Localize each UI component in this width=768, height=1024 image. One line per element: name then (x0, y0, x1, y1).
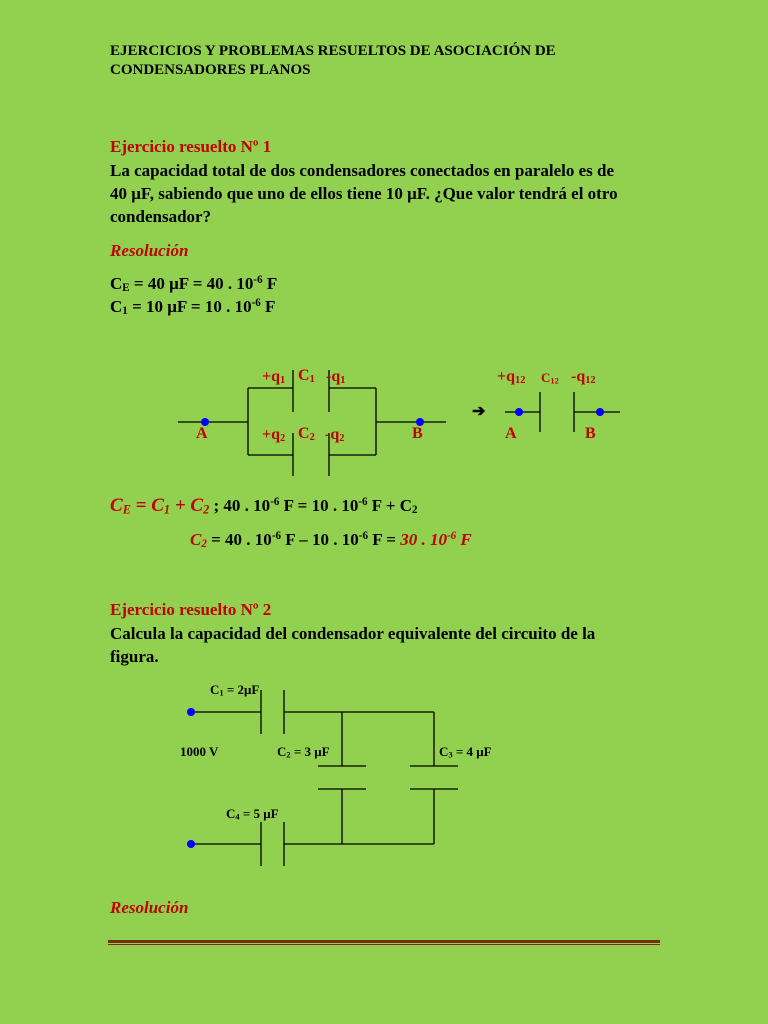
label-node-a-equivalent: A (505, 425, 517, 442)
header-line-2: CONDENSADORES PLANOS (110, 62, 311, 78)
result-c2: $C_2 = 40$ . $10^{-6}$ F – 10 . $10^{-6}$ F = 30 . $10^{-6}$ F (190, 529, 472, 551)
exercise-1-line-3: condensador? (110, 207, 212, 226)
exercise-2-line-1: Calcula la capacidad del condensador equivalente del circuito de la (110, 624, 596, 643)
top-terminal-dot (187, 708, 195, 716)
bottom-terminal-dot (187, 840, 195, 848)
label-node-b-equivalent: B (585, 425, 596, 442)
given-ce: $C_E = 40$ μF = 40 . $10^{-6}$ F (110, 273, 278, 295)
given-c1: $C_1 = 10$ μF = 10 . $10^{-6}$ F (110, 296, 276, 318)
label-c2: $C_2$ (298, 425, 315, 444)
header-line-1: EJERCICIOS Y PROBLEMAS RESUELTOS DE ASOCIACIÓN DE (110, 43, 556, 59)
label-plus-q1: $+q_1$ (262, 368, 286, 387)
resolution-label-1: Resolución (110, 241, 189, 260)
capacitor-c3-4uf-symbol (410, 766, 458, 789)
resolution-label-2: Resolución (110, 898, 189, 917)
label-c3-4uf: $C_3 = 4$ μF (439, 744, 492, 760)
capacitor-c2-3uf-symbol (318, 766, 366, 789)
result-value: 30 . $10^{-6}$ F (400, 529, 472, 549)
exercise-2-title: Ejercicio resuelto Nº 2 (110, 600, 272, 619)
mixed-circuit-wires (191, 712, 434, 844)
label-plus-q12: $+q_{12}$ (497, 368, 526, 387)
label-node-b: B (412, 425, 423, 442)
label-plus-q2: $+q_2$ (262, 426, 286, 445)
footer-rule-thin (108, 944, 660, 945)
label-minus-q12: $-q_{12}$ (571, 368, 596, 387)
label-c1: $C_1$ (298, 367, 315, 386)
label-c1-2uf: $C_1 = 2\mu F$ (210, 682, 260, 698)
exercise-1-line-1: La capacidad total de dos condensadores conectados en paralelo es de (110, 161, 615, 180)
label-c4-5uf: $C_4 = 5$ μF (226, 806, 279, 822)
capacitor-c4-5uf-symbol (261, 822, 284, 866)
label-c2-3uf: $C_2 = 3$ μF (277, 744, 330, 760)
label-voltage: 1000 V (180, 744, 219, 759)
exercise-1-title: Ejercicio resuelto Nº 1 (110, 137, 272, 156)
parallel-formula: $C_E = C_1 + C_2$ ; 40 . $10^{-6}$ F = 10 . $10^{-6}$ $F + C_2$ (110, 495, 418, 517)
exercise-2-line-2: figura. (110, 647, 159, 666)
label-node-a: A (196, 425, 208, 442)
exercise-1-line-2: 40 μF, sabiendo que uno de ellos tiene 10 μF. ¿Que valor tendrá el otro (110, 184, 618, 203)
label-minus-q2: $-q_2$ (325, 426, 345, 445)
capacitor-c1-2uf-symbol (261, 690, 284, 734)
label-minus-q1: $-q_1$ (326, 368, 346, 387)
arrow-right-icon: ➔ (472, 403, 486, 420)
footer-rule-thick (108, 940, 660, 943)
label-c12: $C_{12}$ (541, 370, 559, 386)
